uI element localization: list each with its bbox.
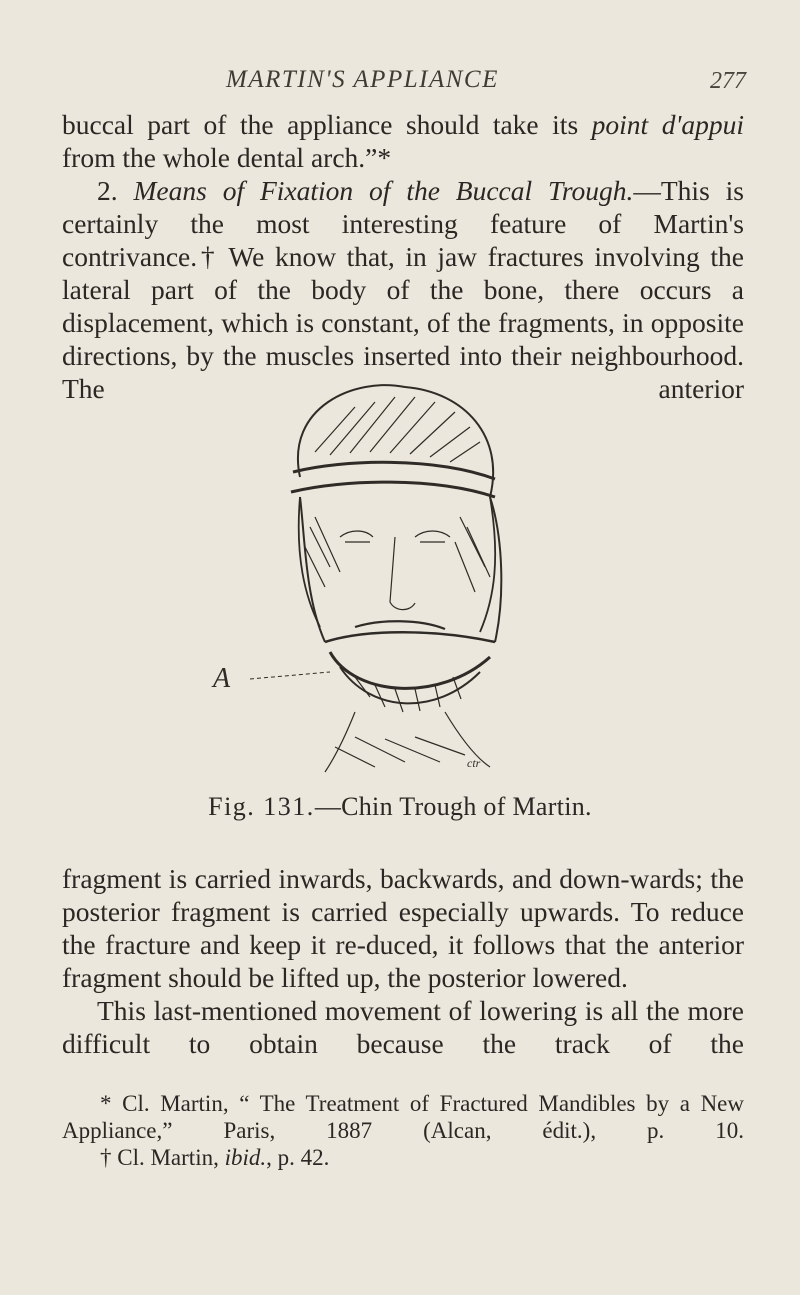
- text-run: Means of Fixation of the Buccal Trough.: [133, 175, 634, 206]
- text-run: buccal part of the appliance should take its: [62, 109, 592, 140]
- page-header: [0, 66, 800, 106]
- footnotes: [62, 1090, 744, 1171]
- figure-corner-mark: ctr: [467, 756, 481, 770]
- figure-chin-trough: [205, 367, 565, 787]
- text-run: * Cl. Martin, “ The Treatment of Fractured Mandibles by a New Appliance,” Paris, 1887 (Alcan, édit.), p. 10.: [62, 1091, 744, 1143]
- footnote-2: [62, 1144, 744, 1171]
- paragraph-fragment-displacement: [62, 862, 744, 994]
- text-run: This last-mentioned movement of lowering is all the more difficult to obtain because the track of the: [62, 995, 744, 1059]
- text-run: fragment is carried inwards, backwards, and down-wards; the posterior fragment is carried especially upwards. To reduce the fracture and keep it re-duced, it follows that the anterior fragment should be lifted up, the posterior lowered.: [62, 863, 744, 993]
- text-run: from the whole dental arch.”*: [62, 142, 392, 173]
- text-run: , p. 42.: [266, 1145, 330, 1170]
- text-run: —This is certainly the most interesting feature of Martin's contrivance.† We know that, in jaw fractures involving the lateral part of the body of the bone, there occurs a displacement, which is constant, of the fragments, in opposite directions, by the muscles inserted into their neighbourhood. The anterior: [62, 175, 744, 404]
- text-run: ibid.: [224, 1145, 267, 1170]
- text-run: point d'appui: [591, 109, 744, 140]
- figure-caption: [0, 792, 800, 822]
- paragraph-lowering-movement: [62, 994, 744, 1060]
- text-run: 2.: [97, 175, 134, 206]
- footnote-1: [62, 1090, 744, 1144]
- running-head: MARTIN'S APPLIANCE: [226, 66, 499, 93]
- chin-trough-illustration: [205, 367, 565, 787]
- paragraph-continuation: [62, 108, 744, 174]
- figure-caption-number: Fig. 131.: [208, 792, 315, 821]
- page-number: 277: [710, 68, 746, 94]
- text-run: † Cl. Martin,: [100, 1145, 225, 1170]
- figure-label-a: A: [213, 663, 231, 694]
- figure-caption-text: —Chin Trough of Martin.: [314, 792, 592, 821]
